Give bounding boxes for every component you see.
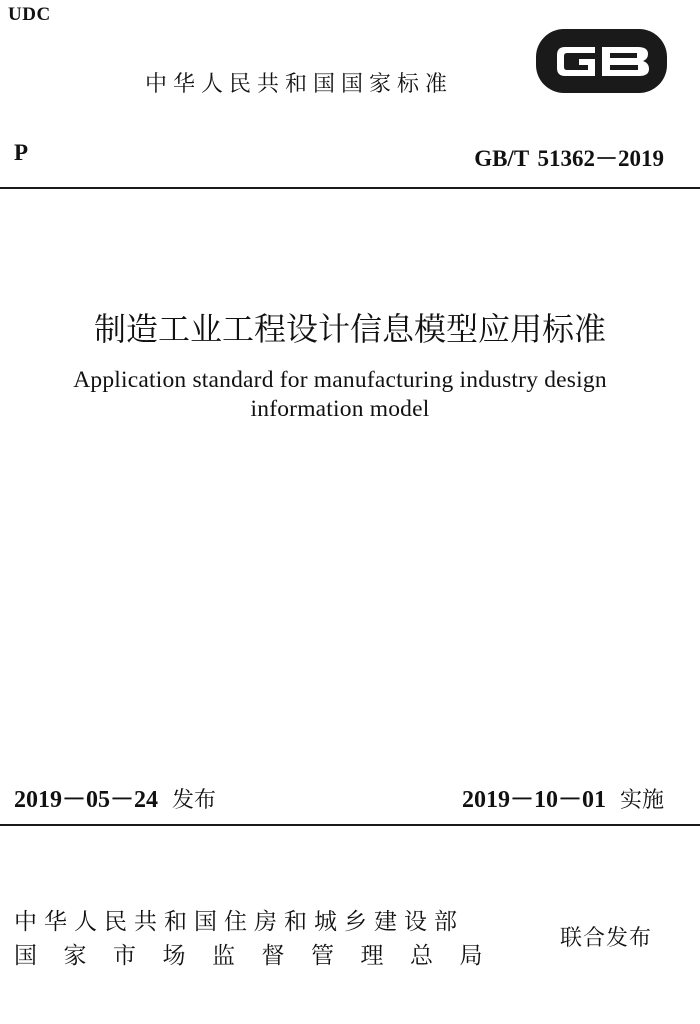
effective-date-line xyxy=(462,779,664,814)
issued-label: 发布 xyxy=(172,788,217,813)
top-divider xyxy=(0,187,700,189)
issuer-administration: 国家市场监督管理总局 xyxy=(14,943,509,969)
issued-date: 2019－05－24 xyxy=(14,787,158,813)
issuer-ministry: 中华人民共和国住房和城乡建设部 xyxy=(14,909,464,935)
joint-issue-label: 联合发布 xyxy=(560,926,653,951)
bottom-divider xyxy=(0,824,700,826)
udc-label: UDC xyxy=(8,4,51,25)
standard-number: GB/T 51362－2019 xyxy=(474,146,664,171)
title-english-line-1: Application standard for manufacturing industry design xyxy=(73,367,607,393)
effective-label: 实施 xyxy=(619,788,664,813)
effective-date: 2019－10－01 xyxy=(461,787,606,813)
title-english xyxy=(0,366,680,424)
title-english-line-2: information model xyxy=(250,396,430,422)
gb-logo-icon xyxy=(535,28,668,94)
title-chinese: 制造工业工程设计信息模型应用标准 xyxy=(93,310,606,348)
issued-date-line xyxy=(14,779,216,814)
national-standard-heading: 中华人民共和国国家标准 xyxy=(145,72,454,97)
classification-code: P xyxy=(14,140,29,165)
